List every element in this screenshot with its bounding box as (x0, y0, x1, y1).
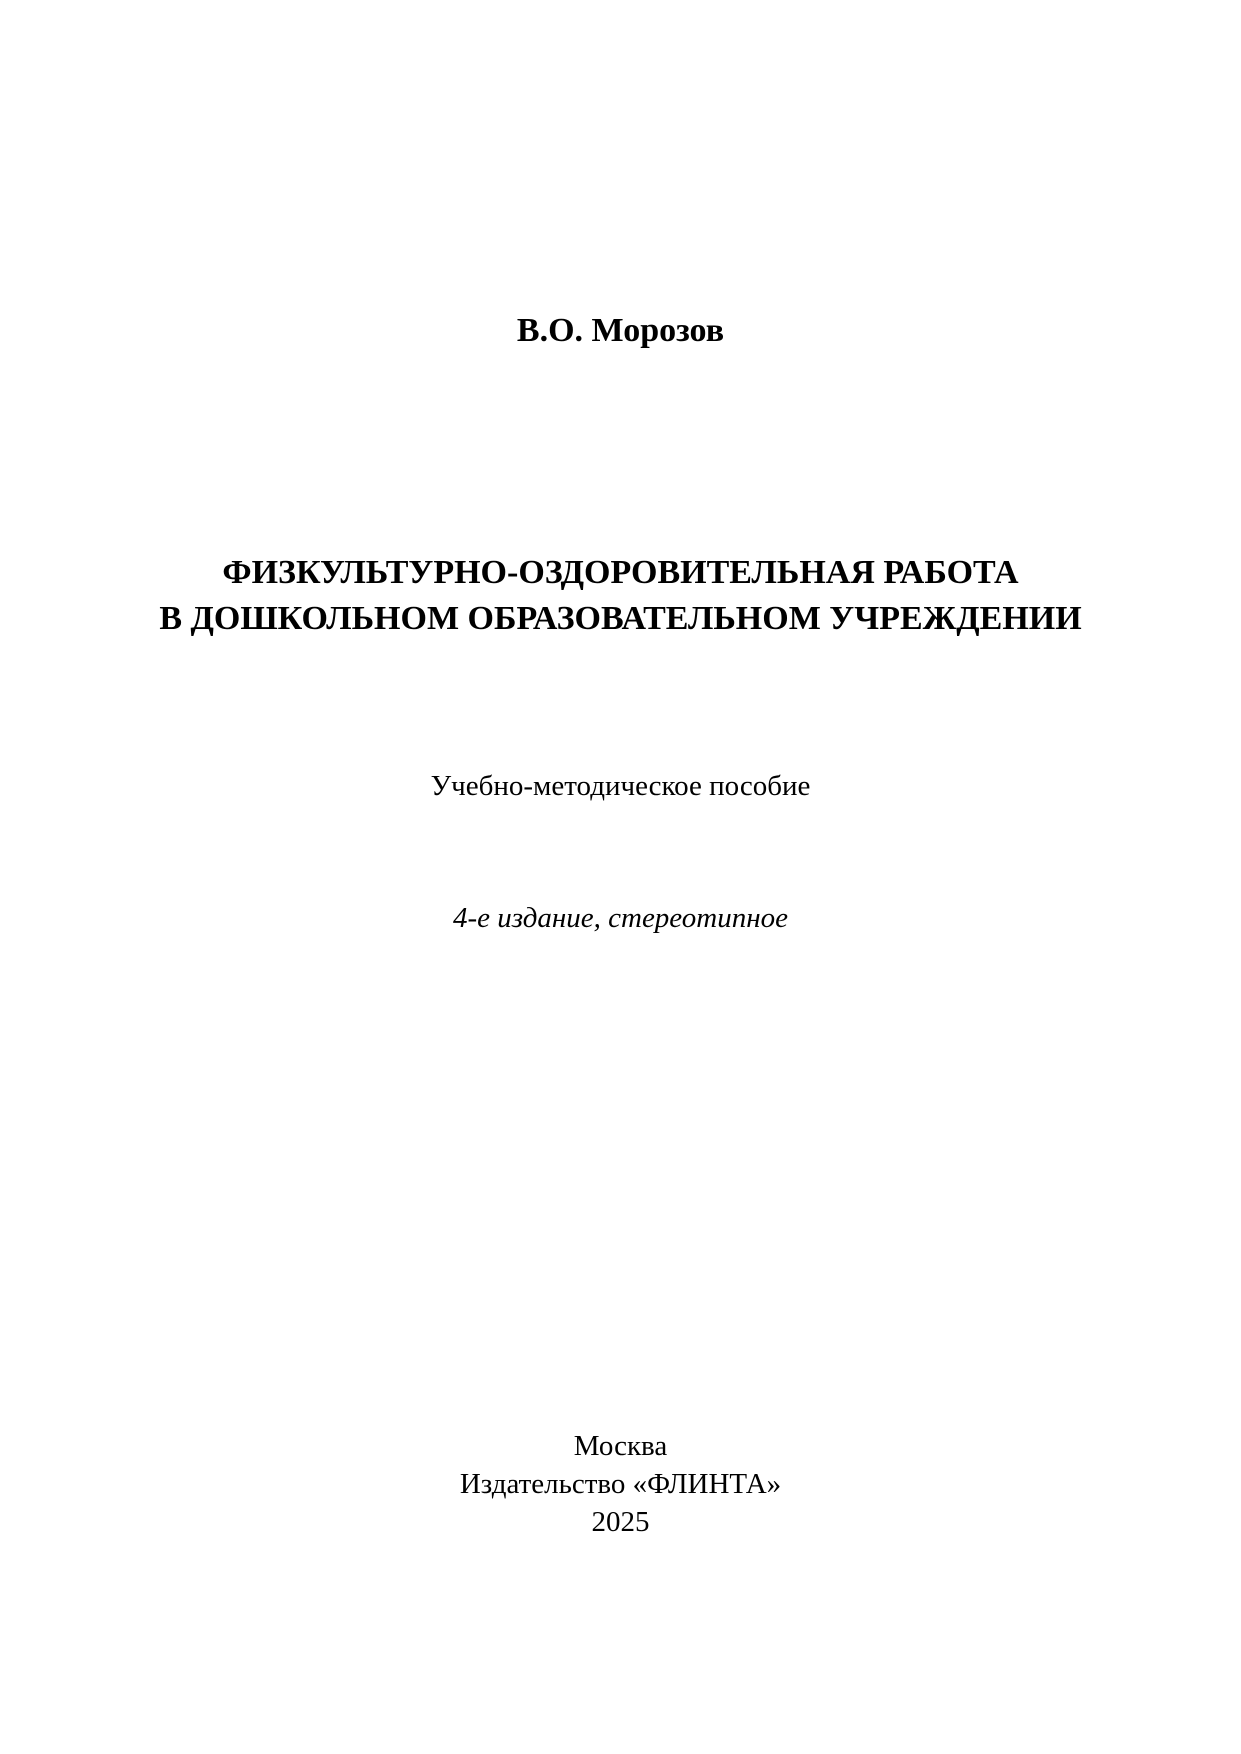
book-title-line-2: В ДОШКОЛЬНОМ ОБРАЗОВАТЕЛЬНОМ УЧРЕЖДЕНИИ (159, 600, 1082, 637)
imprint-city: Москва (573, 1430, 668, 1462)
imprint-publisher: Издательство «ФЛИНТА» (459, 1468, 782, 1500)
book-title-line-1: ФИЗКУЛЬТУРНО-ОЗДОРОВИТЕЛЬНАЯ РАБОТА (222, 554, 1019, 591)
author-name: В.О. Морозов (516, 312, 725, 349)
book-title (0, 550, 1241, 642)
imprint-year: 2025 (591, 1506, 650, 1538)
edition-note: 4-е издание, стереотипное (452, 902, 788, 934)
book-subtitle: Учебно-методическое пособие (430, 770, 811, 802)
imprint (0, 1427, 1241, 1541)
